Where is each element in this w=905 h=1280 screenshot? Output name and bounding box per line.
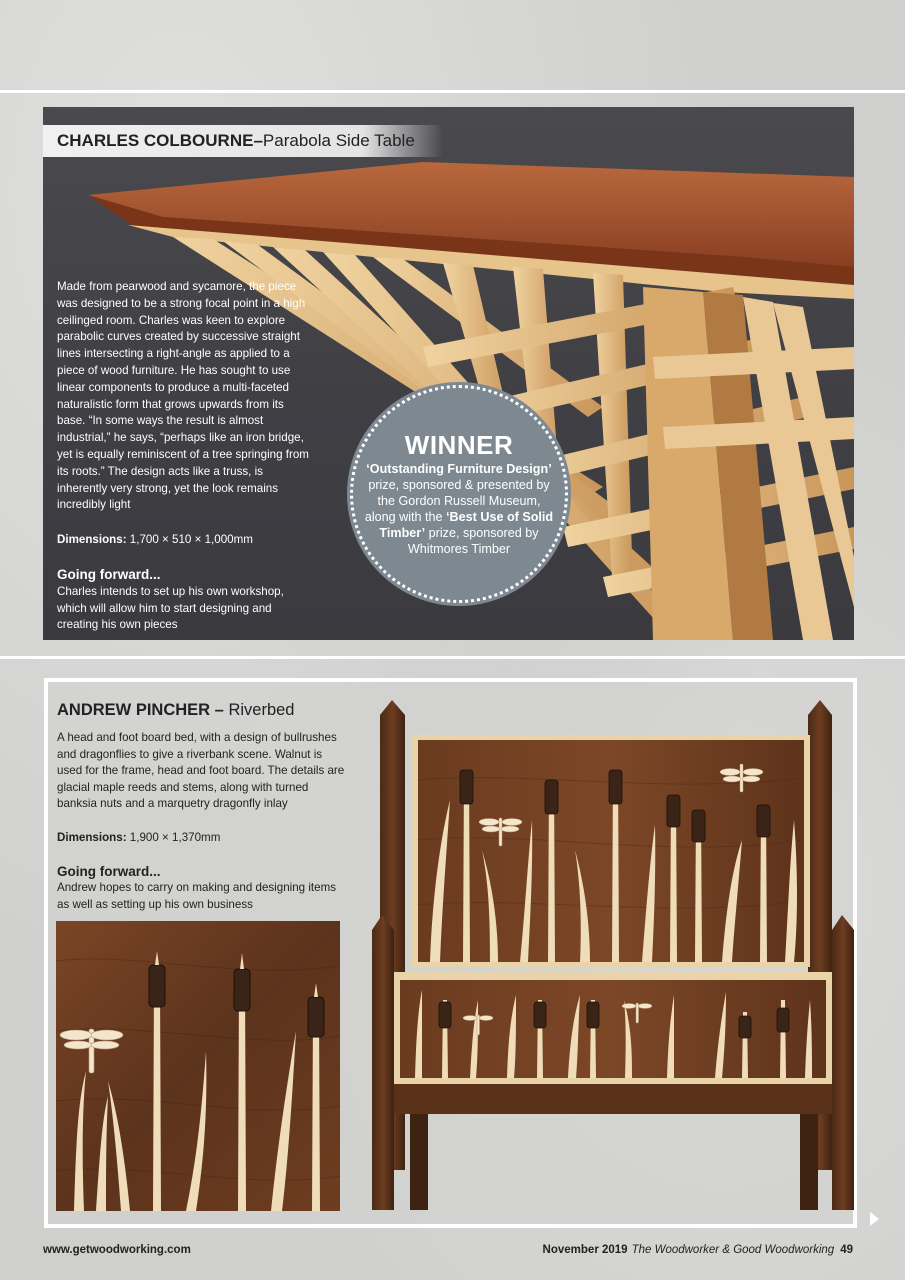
bottom-dimensions-label: Dimensions: bbox=[57, 830, 127, 844]
footer-issue-date: November 2019 bbox=[542, 1244, 628, 1256]
top-going-forward-heading: Going forward... bbox=[57, 566, 161, 582]
bottom-article-body: A head and foot board bed, with a design of bullrushes and dragonflies to give a riverbank scene. Walnut is used for the frame, head and foot board. The details are glacial maple reeds and stems, along with turned banksia nuts and a marquetry dragonfly inlay bbox=[57, 731, 345, 811]
winner-badge bbox=[350, 385, 568, 603]
top-dimensions-label: Dimensions: bbox=[57, 533, 127, 547]
bottom-dimensions-value: 1,900 × 1,370mm bbox=[126, 830, 221, 844]
footer-page-number: 49 bbox=[840, 1244, 853, 1256]
riverbed-bed-photo bbox=[370, 700, 860, 1215]
footer-website-url: www.getwoodworking.com bbox=[43, 1244, 191, 1256]
top-article-body: Made from pearwood and sycamore, the piece was designed to be a strong focal point in a high ceilinged room. Charles was keen to explore parabolic curves created by successive straight lines intersecting a right-angle as applied to a piece of wood furniture. He has sought to use linear components to produce a multi-faceted naturalistic form that grows upwards from its base. “In some ways the result is almost industrial,” he says, “perhaps like an iron bridge, yet is equally reminiscent of a tree springing from its roots.” The design acts like a truss, is inherently very strong, yet the look remains incredibly light bbox=[57, 280, 309, 512]
bottom-title-dash: – bbox=[210, 701, 229, 719]
footer-magazine-name: The Woodworker & Good Woodworking bbox=[631, 1244, 835, 1256]
riverbed-detail-photo bbox=[56, 921, 340, 1211]
top-going-forward-text: Charles intends to set up his own workshop, which will allow him to start designing and creating his own pieces bbox=[57, 584, 284, 632]
middle-separator-line bbox=[0, 656, 905, 659]
bottom-going-forward-text: Andrew hopes to carry on making and designing items as well as setting up his own business bbox=[57, 881, 337, 911]
top-piece-name: Parabola Side Table bbox=[262, 131, 415, 150]
winner-text-2: prize, sponsored by Whitmores Timber bbox=[407, 526, 539, 556]
bottom-maker-name: ANDREW PINCHER bbox=[57, 701, 211, 719]
top-separator-line bbox=[0, 90, 905, 93]
bottom-article-text bbox=[57, 730, 347, 913]
top-dimensions bbox=[57, 532, 309, 549]
winner-title: WINNER bbox=[404, 430, 514, 460]
footer-issue-info bbox=[543, 1244, 853, 1256]
winner-text-1: prize, sponsored & presented by the Gordon Russell Museum, along with the bbox=[364, 478, 550, 524]
next-page-arrow-icon[interactable] bbox=[870, 1212, 879, 1226]
top-maker-name: CHARLES COLBOURNE bbox=[57, 131, 254, 150]
winner-prize-2: ‘Best Use of Solid Timber’ bbox=[379, 510, 554, 540]
top-article-text bbox=[57, 279, 309, 634]
bottom-piece-name: Riverbed bbox=[228, 701, 295, 719]
bottom-article-title bbox=[57, 701, 295, 720]
top-article-title bbox=[43, 125, 443, 157]
winner-prize-1: ‘Outstanding Furniture Design’ bbox=[366, 462, 552, 476]
top-title-dash: – bbox=[253, 131, 263, 150]
bottom-going-forward-heading: Going forward... bbox=[57, 863, 161, 879]
bottom-dimensions bbox=[57, 830, 347, 847]
top-dimensions-value: 1,700 × 510 × 1,000mm bbox=[126, 533, 253, 547]
winner-text bbox=[361, 461, 557, 557]
